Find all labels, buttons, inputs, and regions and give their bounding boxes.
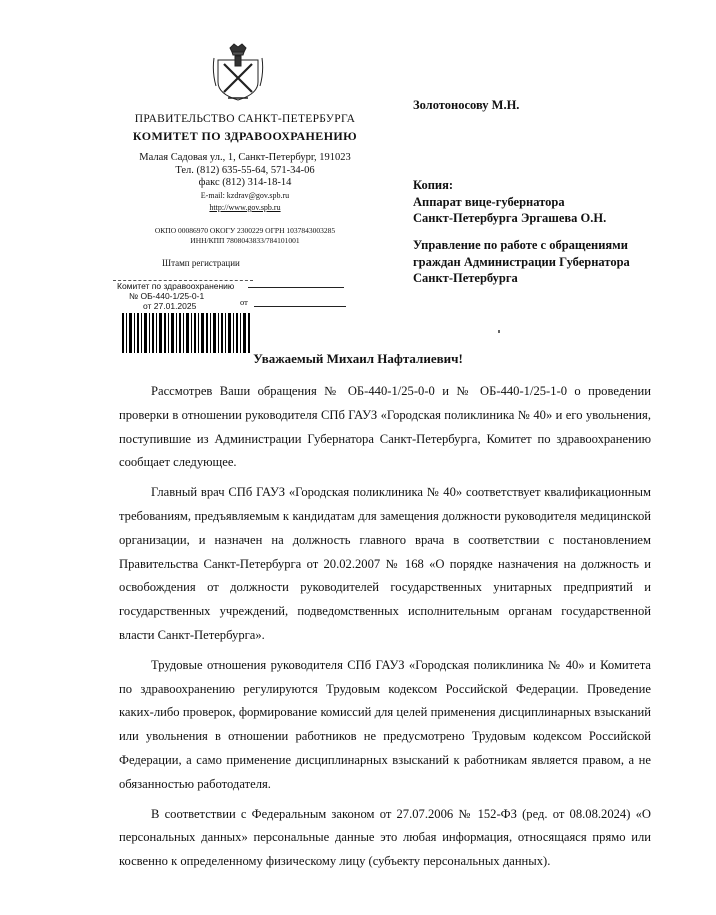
stamp-label: Штамп регистрации bbox=[162, 258, 240, 268]
paragraph: Трудовые отношения руководителя СПб ГАУЗ «Городская поликлиника № 40» и Комитета по здравоохранению регулируются Трудовым кодексом Российской Федерации. Проведение каких-либо проверок, формирование комиссий для целей применения дисциплинарных взысканий или увольнения в отношении работников не предусмотрено Трудовым кодексом Российской Федерации, а само применение дисциплинарных взысканий к работникам является правом, а не обязанностью работодателя. bbox=[119, 657, 651, 791]
org-codes-line1: ОКПО 00086970 ОКОГУ 2300229 ОГРН 1037843003285 bbox=[154, 226, 336, 235]
stamp-line-1: Комитет по здравоохранению bbox=[113, 280, 253, 291]
registration-stamp bbox=[113, 280, 253, 311]
paragraph: Главный врач СПб ГАУЗ «Городская поликлиника № 40» соответствует квалификационным требованиям, предъявляемым к кандидатам для замещения должности руководителя медицинской организации, и назначен на должность главного врача в соответствии с постановлением Правительства Санкт-Петербурга от 20.02.2007 № 168 «О порядке назначения на должность и освобождения от должности руководителей государственных унитарных предприятий и государственных учреждений, подведомственных исполнительным органам государственной власти Санкт-Петербурга». bbox=[119, 485, 651, 642]
greeting: Уважаемый Михаил Нафталиевич! bbox=[253, 351, 463, 366]
copy-label: Копия: bbox=[413, 178, 454, 192]
copy-line-2: Санкт-Петербурга Эргашева О.Н. bbox=[413, 211, 607, 225]
org-contacts bbox=[110, 152, 380, 215]
addressee: Золотоносову М.Н. bbox=[413, 98, 520, 112]
barcode bbox=[122, 313, 250, 353]
org-fax: факс (812) 314-18-14 bbox=[198, 177, 292, 188]
paragraph: В соответствии с Федеральным законом от 27.07.2006 № 152-ФЗ (ред. от 08.08.2024) «О персональных данных» персональные данные это любая информация, относящаяся прямо или косвенно к определенному физическому лицу (субъекту персональных данных). bbox=[119, 806, 651, 869]
org-address: Малая Садовая ул., 1, Санкт-Петербург, 191023 bbox=[139, 152, 351, 163]
org-codes-line2: ИНН/КПП 7808043833/784101001 bbox=[190, 235, 300, 245]
scan-mark bbox=[498, 330, 500, 333]
stamp-underline-2 bbox=[254, 306, 346, 307]
copy-line-1: Аппарат вице-губернатора bbox=[413, 194, 565, 209]
stamp-line-2: № ОБ-440-1/25-0-1 bbox=[129, 291, 205, 301]
coat-of-arms-emblem bbox=[210, 42, 266, 104]
org-phone: Тел. (812) 635-55-64, 571-34-06 bbox=[175, 164, 315, 176]
org-committee-name: КОМИТЕТ ПО ЗДРАВООХРАНЕНИЮ bbox=[132, 129, 358, 143]
org-government-name: ПРАВИТЕЛЬСТВО САНКТ-ПЕТЕРБУРГА bbox=[134, 113, 356, 125]
department-line-3: Санкт-Петербурга bbox=[413, 271, 518, 285]
department-line-1: Управление по работе с обращениями bbox=[413, 238, 628, 252]
org-email: E-mail: kzdrav@gov.spb.ru bbox=[200, 190, 290, 200]
stamp-line-3: от 27.01.2025 bbox=[143, 301, 197, 311]
department-block bbox=[413, 237, 630, 287]
paragraph: Рассмотрев Ваши обращения № ОБ-440-1/25-0-0 и № ОБ-440-1/25-1-0 о проведении проверки в отношении руководителя СПб ГАУЗ «Городская поликлиника № 40» и его увольнения, поступившие из Администрации Губернатора Санкт-Петербурга, Комитет по здравоохранению сообщает следующее. bbox=[119, 384, 651, 470]
stamp-underline-1 bbox=[248, 287, 344, 288]
org-codes bbox=[110, 226, 380, 245]
letter-body bbox=[119, 380, 651, 874]
stamp-ot-label: от bbox=[240, 297, 248, 307]
department-line-2: граждан Администрации Губернатора bbox=[413, 254, 630, 269]
copy-block bbox=[413, 177, 606, 227]
org-website: http://www.gov.spb.ru bbox=[209, 203, 281, 212]
